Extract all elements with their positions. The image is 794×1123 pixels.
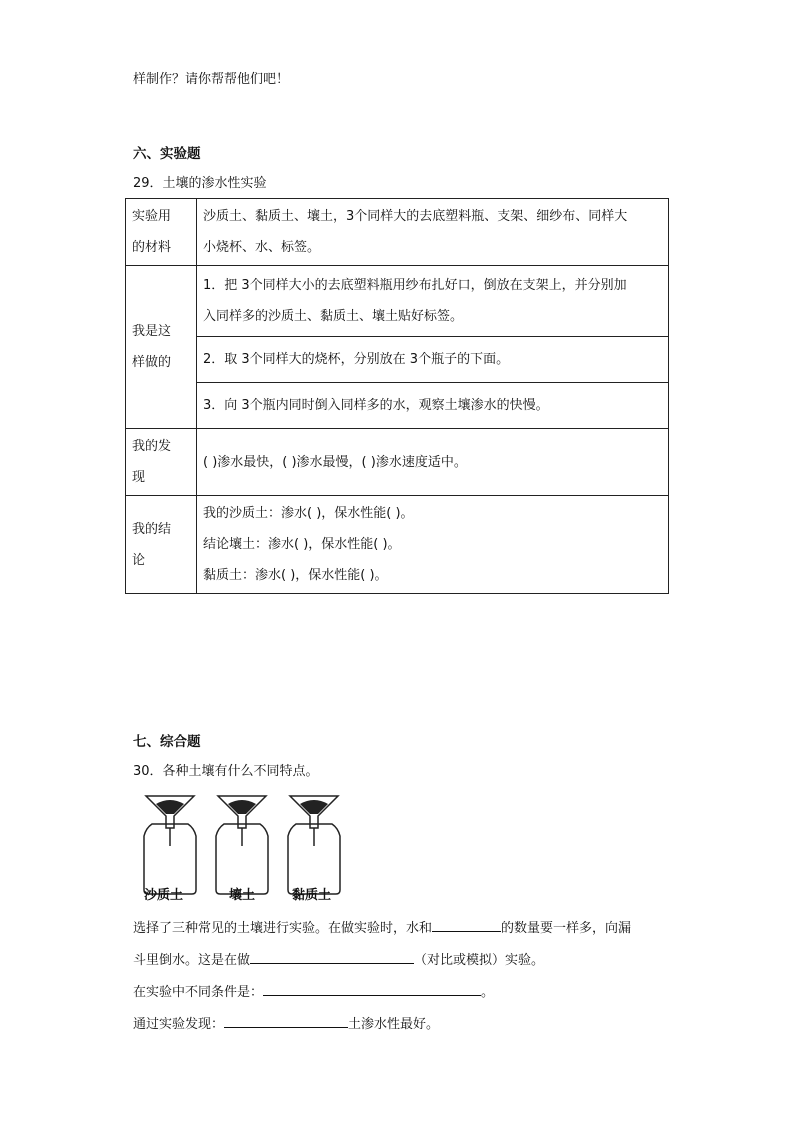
- fill-line-4: [133, 1013, 439, 1032]
- blank-3[interactable]: [263, 981, 481, 996]
- question-29: 29．土壤的渗水性实验: [133, 176, 267, 191]
- materials-label: [126, 199, 197, 266]
- line3-part-a: 在实验中不同条件是：: [133, 985, 264, 1000]
- conclusion-label-line2: 论: [132, 552, 146, 568]
- step1-line1: 1．把 3个同样大小的去底塑料瓶用纱布扎好口，倒放在支架上，并分别加: [203, 278, 627, 293]
- line3-part-b: 。: [481, 985, 495, 1000]
- steps-label-line1: 我是这: [132, 324, 172, 339]
- conclusion-line3: 黏质土：渗水( )，保水性能( )。: [203, 568, 388, 583]
- fill-line-2: [133, 949, 544, 968]
- funnel-bottle-2: [216, 796, 268, 894]
- blank-1[interactable]: [432, 917, 501, 932]
- step2-row: [126, 337, 669, 383]
- step3-row: [126, 383, 669, 429]
- blank-4[interactable]: [224, 1013, 348, 1028]
- step2-text: 2．取 3个同样大的烧杯，分别放在 3个瓶子的下面。: [203, 352, 510, 367]
- findings-label-line1: 我的发: [132, 439, 172, 454]
- experiment-table: [125, 198, 669, 594]
- materials-content: [197, 199, 669, 266]
- section7-heading: 七、综合题: [133, 734, 201, 750]
- conclusion-line2: 结论壤土：渗水( )，保水性能( )。: [203, 537, 401, 552]
- step1-line2: 入同样多的沙质土、黏质土、壤土贴好标签。: [203, 309, 464, 324]
- step3-text: 3．向 3个瓶内同时倒入同样多的水，观察土壤渗水的快慢。: [203, 398, 549, 413]
- line4-part-a: 通过实验发现：: [133, 1017, 225, 1032]
- conclusion-label-line1: 我的结: [132, 521, 172, 537]
- fill-line-1: [133, 917, 631, 936]
- steps-label: [126, 266, 197, 429]
- step1-row: [126, 266, 669, 337]
- line2-part-b: （对比或模拟）实验。: [414, 953, 545, 968]
- line1-part-a: 选择了三种常见的土壤进行实验。在做实验时，水和: [133, 921, 433, 936]
- blank-2[interactable]: [250, 949, 414, 964]
- figure-label-clay: 黏质土: [292, 888, 332, 903]
- findings-label-line2: 现: [132, 470, 146, 485]
- conclusion-label: [126, 496, 197, 594]
- line1-part-b: 的数量要一样多，向漏: [501, 921, 632, 936]
- materials-label-line1: 实验用: [132, 209, 172, 224]
- steps-label-line2: 样做的: [132, 355, 172, 370]
- line2-part-a: 斗里倒水。这是在做: [133, 953, 251, 968]
- conclusion-content: [197, 496, 669, 594]
- materials-line1: 沙质土、黏质土、壤土，3个同样大的去底塑料瓶、支架、细纱布、同样大: [203, 209, 628, 224]
- findings-label: [126, 429, 197, 496]
- findings-content: [197, 429, 669, 496]
- line4-part-b: 土渗水性最好。: [348, 1017, 440, 1032]
- question-30: 30．各种土壤有什么不同特点。: [133, 764, 319, 779]
- intro-text: 样制作？请你帮帮他们吧！: [133, 72, 290, 87]
- figure-label-loam: 壤土: [229, 888, 256, 903]
- section6-heading: 六、实验题: [133, 146, 201, 162]
- materials-line2: 小烧杯、水、标签。: [203, 240, 321, 255]
- funnel-bottle-3: [288, 796, 340, 894]
- fill-line-3: [133, 981, 494, 1000]
- step2-content: [197, 337, 669, 383]
- materials-row: [126, 199, 669, 266]
- step1-content: [197, 266, 669, 337]
- figure-label-sandy: 沙质土: [144, 888, 184, 903]
- funnel-bottle-1: [144, 796, 196, 894]
- step3-content: [197, 383, 669, 429]
- findings-text: ( )渗水最快，( )渗水最慢，( )渗水速度适中。: [203, 454, 467, 470]
- conclusion-line1: 我的沙质土：渗水( )，保水性能( )。: [203, 506, 414, 521]
- findings-row: [126, 429, 669, 496]
- materials-label-line2: 的材料: [132, 240, 172, 255]
- conclusion-row: [126, 496, 669, 594]
